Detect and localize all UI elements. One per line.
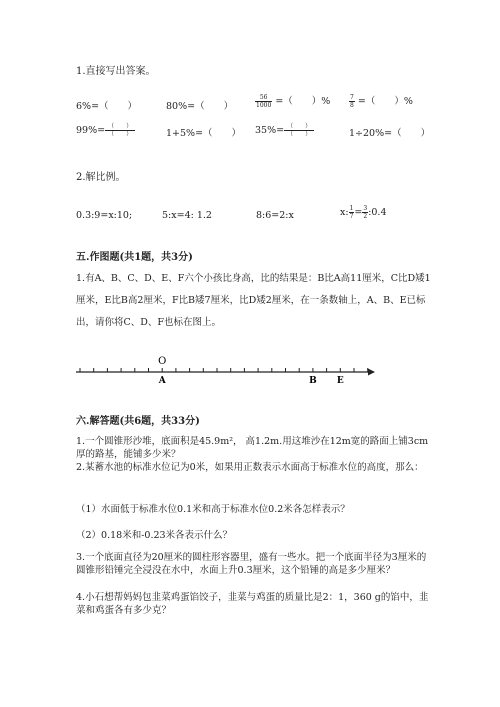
q1-h: 1÷20%=（ ） bbox=[349, 128, 431, 139]
q1-b: 80%=（ ） bbox=[166, 101, 234, 112]
axis-ticks bbox=[80, 368, 380, 372]
q1-d-num: 7 bbox=[350, 94, 354, 101]
p2-d-n2: 3 bbox=[363, 205, 368, 212]
point-label-a: A bbox=[158, 376, 166, 386]
part-6-q4: 4.小石想帮妈妈包韭菜鸡蛋馅饺子，韭菜与鸡蛋的质量比是2：1，360 g的馅中，韭菜和鸡蛋各有多少克？ bbox=[76, 592, 429, 616]
p2-d-pre: x: bbox=[340, 207, 349, 218]
point-label-b: B bbox=[309, 376, 317, 386]
q1-c-num: 56 bbox=[255, 94, 272, 102]
axis-arrow bbox=[368, 369, 375, 376]
p2-d-n1: 1 bbox=[349, 205, 354, 212]
p2-d bbox=[340, 205, 387, 220]
q1-d-rest: =（ ）% bbox=[357, 96, 413, 107]
p2-d-post: :0.4 bbox=[368, 207, 387, 218]
q1-g bbox=[255, 123, 314, 138]
part-5-question: 1.有A、B、C、D、E、F六个小孩比身高，比的结果是：B比A高11厘米，C比D矮1厘米，E比B高2厘米，F比B矮7厘米，比D矮2厘米，在一条数轴上，A、B、E已标出，请你将C、D、F也标在图上。 bbox=[76, 273, 431, 328]
p2-a: 0.3:9=x:10; bbox=[76, 210, 133, 221]
q1-e-den: （ ） bbox=[108, 131, 133, 138]
p2-b: 5:x=4: 1.2 bbox=[162, 210, 212, 221]
section-1-title: 1.直接写出答案。 bbox=[76, 66, 156, 77]
number-line bbox=[70, 352, 380, 388]
q1-e bbox=[76, 123, 135, 138]
q1-g-pre: 35%= bbox=[255, 125, 285, 136]
part-6-q2-2: （2）0.18米和-0.23米各表示什么？ bbox=[76, 530, 233, 541]
origin-label: O bbox=[158, 356, 167, 367]
point-label-e: E bbox=[336, 376, 344, 386]
q1-f: 1+5%=（ ） bbox=[166, 128, 242, 139]
q1-d bbox=[349, 93, 413, 109]
part-6-heading: 六.解答题(共6题，共33分) bbox=[76, 416, 200, 427]
q1-c bbox=[255, 93, 330, 109]
part-6-q2: 2.某蓄水池的标准水位记为0米，如果用正数表示水面高于标准水位的高度，那么： bbox=[76, 462, 424, 473]
q1-d-den: 8 bbox=[350, 102, 354, 109]
q1-c-rest: =（ ）% bbox=[275, 96, 331, 107]
section-2-title: 2.解比例。 bbox=[76, 172, 126, 183]
q1-c-den: 1000 bbox=[256, 102, 272, 109]
q1-g-num: （ ） bbox=[284, 123, 314, 131]
part-6-q2-1: （1）水面低于标准水位0.1米和高于标准水位0.2米各怎样表示？ bbox=[76, 504, 350, 515]
q1-g-den: （ ） bbox=[287, 131, 312, 138]
part-5-heading: 五.作图题(共1题，共3分) bbox=[76, 252, 193, 263]
q1-e-num: （ ） bbox=[105, 123, 135, 131]
q1-a: 6%=（ ） bbox=[76, 101, 138, 112]
p2-d-d2: 2 bbox=[363, 213, 368, 220]
p2-c: 8:6=2:x bbox=[256, 210, 294, 221]
part-6-q3: 3.一个底面直径为20厘米的圆柱形容器里，盛有一些水。把一个底面半径为3厘米的圆锥形铅锤完全浸没在水中，水面上升0.3厘米，这个铅锤的高是多少厘米？ bbox=[76, 552, 427, 576]
q1-e-pre: 99%= bbox=[76, 125, 106, 136]
p2-d-d1: 7 bbox=[349, 213, 354, 220]
p2-d-mid: = bbox=[354, 207, 363, 218]
part-6-q1: 1.一个圆锥形沙堆，底面积是45.9m²， 高1.2m.用这堆沙在12m宽的路面上铺3cm厚的路基，能铺多少米？ bbox=[76, 436, 429, 460]
